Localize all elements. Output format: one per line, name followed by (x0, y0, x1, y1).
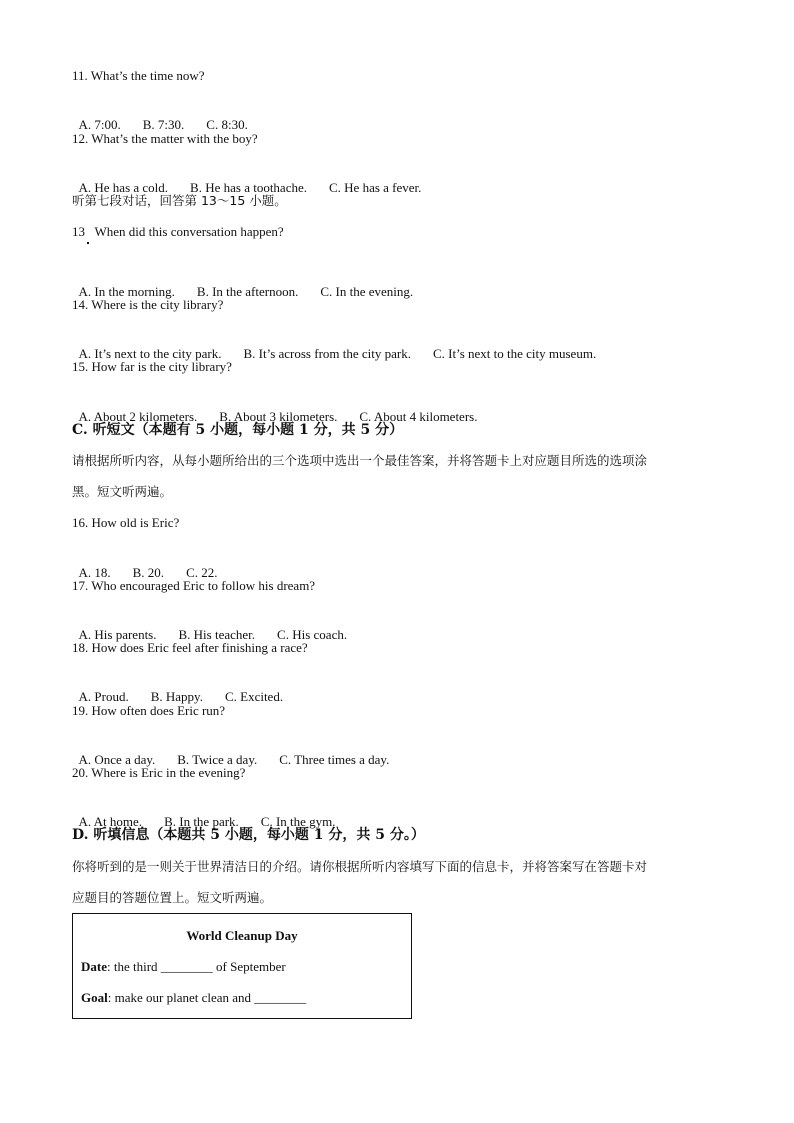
option-a: A. Proud. (78, 689, 129, 704)
question-15: 15. How far is the city library? (72, 359, 232, 374)
option-c: C. Excited. (224, 689, 284, 704)
options-11 (72, 98, 248, 134)
option-a: A. His parents. (78, 627, 157, 642)
option-b: B. In the afternoon. (196, 284, 299, 299)
info-card-goal-row (81, 990, 306, 1006)
option-a: A. In the morning. (78, 284, 175, 299)
info-card (72, 913, 412, 1019)
section-c-heading: C. 听短文（本题有 5 小题，每小题 1 分，共 5 分） (72, 422, 404, 438)
date-label: Date (81, 959, 107, 974)
option-a: A. At home. (78, 814, 143, 829)
option-a: A. He has a cold. (78, 180, 169, 195)
info-card-title: World Cleanup Day (186, 928, 298, 943)
option-c: C. In the evening. (320, 284, 414, 299)
option-c: C. It’s next to the city museum. (432, 346, 597, 361)
question-12: 12. What’s the matter with the boy? (72, 131, 258, 146)
options-18 (72, 670, 283, 706)
option-a: A. 18. (78, 565, 111, 580)
question-14: 14. Where is the city library? (72, 297, 224, 312)
option-c: C. 22. (186, 565, 218, 580)
question-11: 11. What’s the time now? (72, 68, 205, 83)
option-b: B. About 3 kilometers. (219, 409, 338, 424)
option-c: C. About 4 kilometers. (359, 409, 478, 424)
option-c: C. 8:30. (206, 117, 248, 132)
question-17: 17. Who encouraged Eric to follow his dream? (72, 578, 316, 593)
section-c-instruction-line1: 请根据所听内容，从每小题所给出的三个选项中选出一个最佳答案，并将答题卡上对应题目所选的选项涂 (72, 453, 648, 468)
option-a: A. Once a day. (78, 752, 156, 767)
option-c: C. His coach. (277, 627, 348, 642)
option-b: B. Happy. (150, 689, 203, 704)
option-a: A. It’s next to the city park. (78, 346, 222, 361)
section-d-heading: D. 听填信息（本题共 5 小题，每小题 1 分，共 5 分。） (72, 827, 425, 843)
option-b: B. 7:30. (142, 117, 185, 132)
question-16: 16. How old is Eric? (72, 515, 180, 530)
date-blank-text: : the third ________ of September (107, 959, 286, 974)
option-b: B. His teacher. (178, 627, 256, 642)
goal-blank-text: : make our planet clean and ________ (107, 990, 307, 1005)
option-b: B. Twice a day. (177, 752, 258, 767)
question-20: 20. Where is Eric in the evening? (72, 765, 246, 780)
option-b: B. In the park. (164, 814, 239, 829)
question-13: 13 When did this conversation happen? (72, 224, 284, 239)
stray-dot (87, 242, 89, 244)
info-card-date-row (81, 959, 286, 975)
section-d-instruction-line1: 你将听到的是一则关于世界清洁日的介绍。请你根据所听内容填写下面的信息卡，并将答案写在答题卡对 (72, 859, 648, 874)
option-b: B. 20. (132, 565, 165, 580)
option-b: B. It’s across from the city park. (243, 346, 411, 361)
goal-label: Goal (81, 990, 108, 1005)
option-a: A. 7:00. (78, 117, 121, 132)
option-c: C. He has a fever. (329, 180, 422, 195)
option-b: B. He has a toothache. (190, 180, 307, 195)
question-19: 19. How often does Eric run? (72, 703, 226, 718)
option-c: C. In the gym. (260, 814, 336, 829)
dialogue-7-instruction: 听第七段对话，回答第 13～15 小题。 (72, 193, 287, 208)
section-c-instruction-line2: 黑。短文听两遍。 (72, 484, 173, 499)
option-a: A. About 2 kilometers. (78, 409, 198, 424)
section-d-instruction-line2: 应题目的答题位置上。短文听两遍。 (72, 890, 273, 905)
option-c: C. Three times a day. (279, 752, 390, 767)
question-18: 18. How does Eric feel after finishing a race? (72, 640, 308, 655)
